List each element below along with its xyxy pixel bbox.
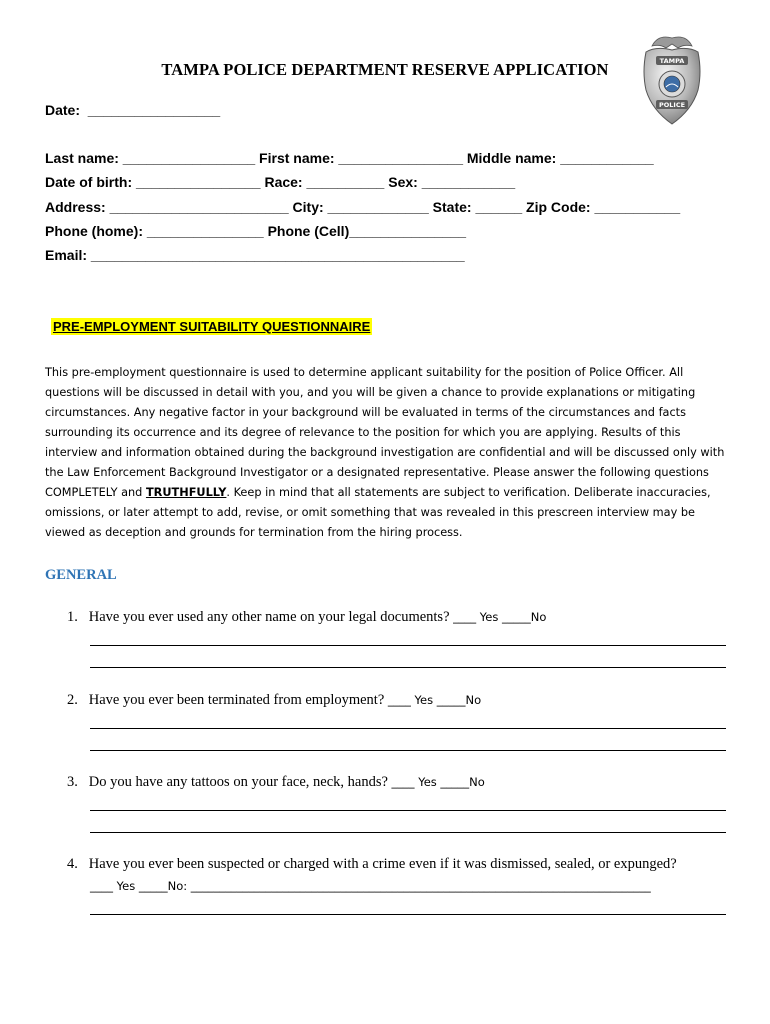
answer-line[interactable] [90,667,726,668]
page-title: TAMPA POLICE DEPARTMENT RESERVE APPLICATION [161,60,609,79]
intro-paragraph [45,363,730,543]
date-field[interactable]: Date: _________________ [45,102,221,118]
answer-line[interactable] [90,810,726,811]
yes-no-options[interactable]: ____ Yes _____No [391,775,485,789]
answer-line[interactable] [90,750,726,751]
intro-line: surrounding its occurrence and its degree of relevance to the position for which you are applying. Results of this [45,426,681,439]
dob-race-sex-fields[interactable]: Date of birth: ________________ Race: __________ Sex: ____________ [45,174,516,190]
answer-line[interactable] [90,645,726,646]
intro-line [45,483,730,503]
intro-line: circumstances. Any negative factor in your background will be evaluated in terms of the circumstances and facts [45,406,686,419]
question-1 [67,609,546,626]
intro-line: the Law Enforcement Background Investigator or a designated representative. Please answer the following questions [45,466,709,479]
intro-line: omissions, or later attempt to add, revise, or omit something that was revealed in this prescreen interview may be [45,506,695,519]
question-3 [67,774,485,791]
name-fields[interactable]: Last name: _________________ First name: ________________ Middle name: ____________ [45,150,654,166]
question-text: 3. Do you have any tattoos on your face, neck, hands? [67,774,392,790]
yes-no-options[interactable]: ____ Yes _____No [453,610,547,624]
phone-fields[interactable]: Phone (home): _______________ Phone (Cell)_______________ [45,223,467,239]
intro-line: questions will be discussed in detail with you, and you will be given a chance to provide explanations or mitigating [45,386,696,399]
question-4 [67,856,677,873]
question-text: 4. Have you ever been suspected or charged with a crime even if it was dismissed, sealed, or expunged? [67,856,677,872]
intro-line: This pre-employment questionnaire is used to determine applicant suitability for the position of Police Officer. All [45,366,684,379]
yes-no-options[interactable]: ____ Yes _____No [387,693,482,707]
intro-text: . Keep in mind that all statements are subject to verification. Deliberate inaccuracies, [226,486,711,499]
intro-line: viewed as deception and grounds for termination from the hiring process. [45,526,463,539]
question-2 [67,692,481,709]
question-text: 1. Have you ever used any other name on your legal documents? [67,609,454,625]
badge-top-text: TAMPA [659,57,685,65]
truthfully-emphasis: TRUTHFULLY [145,486,227,499]
email-field[interactable]: Email: ________________________________________________ [45,247,465,263]
yes-no-options[interactable]: ____ Yes _____No: ________________________________________________________________________________ [90,879,651,893]
question-text: 2. Have you ever been terminated from employment? [67,692,388,708]
badge-bottom-text: POLICE [658,101,686,109]
answer-line[interactable] [90,914,726,915]
questionnaire-heading: PRE-EMPLOYMENT SUITABILITY QUESTIONNAIRE [53,319,371,334]
intro-line: interview and information obtained during the background investigation are confidential and will be discussed only with [45,446,725,459]
police-badge-logo [638,32,706,128]
answer-line[interactable] [90,728,726,729]
answer-line[interactable] [90,832,726,833]
address-fields[interactable]: Address: _______________________ City: _____________ State: ______ Zip Code: ___________ [45,199,681,215]
intro-text: COMPLETELY and [45,486,146,499]
section-title-general: GENERAL [45,567,117,583]
